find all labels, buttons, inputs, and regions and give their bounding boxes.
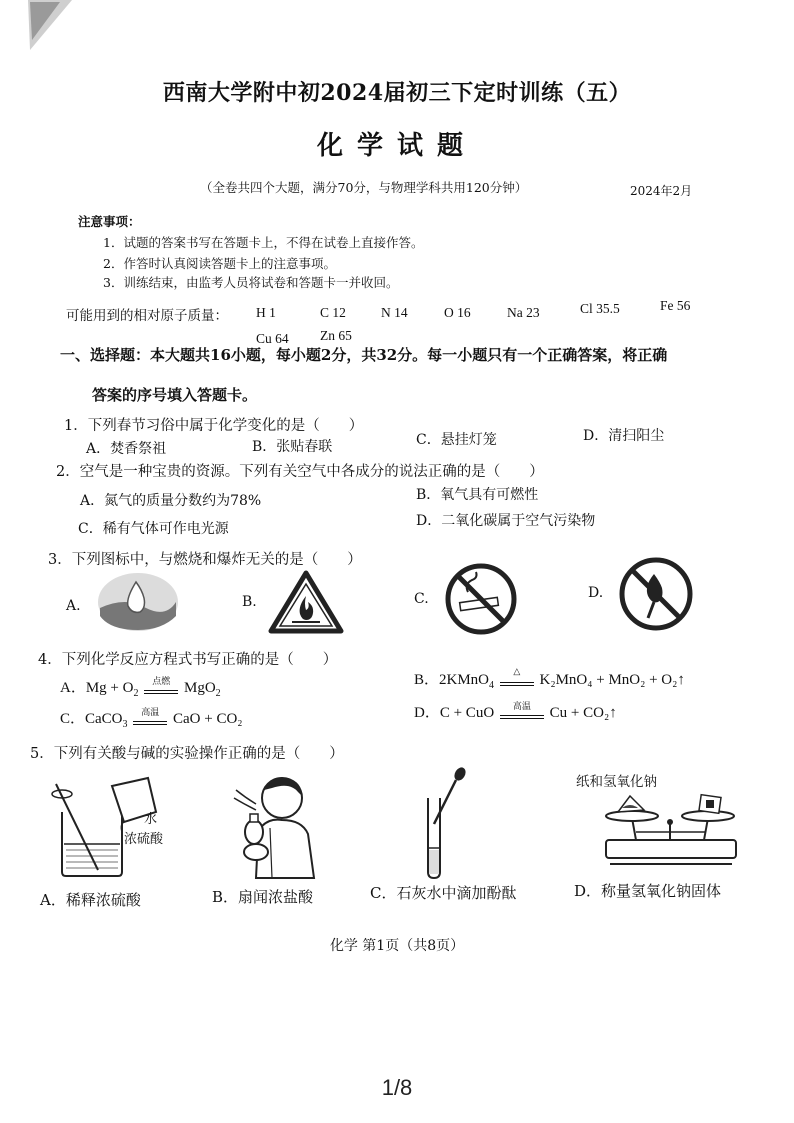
atomic-mass-item: Fe 56 [660,298,691,313]
equation-products: K₂MnO₄ + MnO₂ + O₂↑ [539,672,685,688]
no-smoking-icon [444,562,518,636]
question-1-option-d: D．清扫阳尘 [583,428,665,444]
question-5-option-a: A．稀释浓硫酸 [40,891,141,909]
question-5-option-b: B．扇闻浓盐酸 [212,888,314,906]
option-label: A． [60,680,86,696]
atomic-mass-item: Zn 65 [320,328,352,343]
option-label: C． [60,711,86,727]
question-3-option-a: A. [66,598,81,614]
question-2-stem: 2．空气是一种宝贵的资源。下列有关空气中各成分的说法正确的是（ ） [56,464,544,480]
atomic-mass-item: C 12 [320,305,346,320]
question-1-stem: 1．下列春节习俗中属于化学变化的是（ ） [64,418,364,434]
reaction-condition: 高温 [141,706,160,717]
water-drop-icon [96,572,180,632]
question-4-option-b: B．2KMnO$_4$ △ K₂MnO₄ + MnO₂ + O₂↑ [414,665,685,691]
exam-date: 2024年2月 [630,184,693,198]
reaction-condition: △ [513,665,521,676]
exam-title: 西南大学附中初2024届初三下定时训练（五） [162,80,632,106]
section-heading: 一、选择题：本大题共16小题，每小题2分，共32分。每一小题只有一个正确答案，将正确 [60,346,668,364]
page-indicator: 1/8 [381,1075,413,1100]
question-3-option-c: C. [414,591,429,607]
question-1-option-a: A．焚香祭祖 [86,441,167,457]
no-open-flame-icon [618,556,694,632]
label-paper-naoh: 纸和氢氧化钠 [576,774,657,790]
page-corner-mark [0,0,80,55]
equation-reactants: C + CuO [439,705,495,721]
reaction-arrow [133,706,167,727]
equation-reactants: CaCO [85,711,123,727]
question-2-option-c: C．稀有气体可作电光源 [78,521,229,537]
equation-products: CaO + CO₂ [173,711,243,727]
flammable-warning-icon [268,570,344,634]
exam-subject: 化学试题 [316,131,477,161]
equation-products: Cu + CO₂↑ [549,705,617,721]
dropper-test-tube-illustration [416,766,476,882]
option-label: D． [414,705,440,721]
reaction-arrow [500,665,534,688]
question-4-stem: 4．下列化学反应方程式书写正确的是（ ） [38,652,338,668]
notice-item: 3．训练结束，由监考人员将试卷和答题卡一并收回。 [103,275,399,290]
question-2-option-b: B．氧气具有可燃性 [416,487,539,503]
equation-reactants: 2KMnO [439,672,490,688]
question-1-option-b: B．张贴春联 [252,439,333,455]
student-smelling-illustration [222,768,332,880]
reaction-arrow [144,675,178,696]
reaction-condition: 高温 [512,700,531,711]
option-label: B． [414,672,440,688]
atomic-mass-item: H 1 [256,305,276,320]
balance-scale-illustration [596,784,746,874]
question-5-option-d: D．称量氢氧化钠固体 [574,882,722,900]
question-5-stem: 5．下列有关酸与碱的实验操作正确的是（ ） [30,746,344,762]
atomic-mass-item: N 14 [381,305,408,320]
question-4-option-c: C．CaCO$_3$ 高温 CaO + CO₂ [60,706,243,730]
question-4-option-d [414,701,617,722]
question-2-option-a: A．氮气的质量分数约为78% [80,493,262,509]
label-conc-acid: 浓硫酸 [124,832,164,847]
atomic-mass-label: 可能用到的相对原子质量： [66,308,228,324]
atomic-mass-item: Cu 64 [256,331,289,346]
question-1-option-c: C．悬挂灯笼 [416,432,497,448]
question-3-option-d: D. [588,585,604,601]
question-2-option-d: D．二氧化碳属于空气污染物 [416,513,596,529]
atomic-mass-item: Cl 35.5 [580,301,620,316]
page-footer: 化学 第1页（共8页） [329,938,465,954]
notice-heading: 注意事项： [78,214,141,229]
exam-meta: （全卷共四个大题，满分70分，与物理学科共用120分钟） [200,180,528,195]
atomic-mass-item: O 16 [444,305,471,320]
question-4-option-a: A．$Mg + O_2$ 点燃 MgO$_2$ [60,675,221,699]
section-heading-cont: 答案的序号填入答题卡。 [92,386,258,404]
question-3-stem: 3．下列图标中，与燃烧和爆炸无关的是（ ） [48,552,362,568]
atomic-mass-item: Na 23 [507,305,540,320]
notice-item: 2．作答时认真阅读答题卡上的注意事项。 [103,256,336,271]
question-5-option-c: C．石灰水中滴加酚酞 [370,884,517,902]
notice-item: 1．试题的答案书写在答题卡上，不得在试卷上直接作答。 [103,235,424,250]
equation-products: MgO [183,680,216,696]
question-3-option-b: B. [242,594,257,610]
label-water: 水 [144,812,158,827]
reaction-condition: 点燃 [152,675,171,686]
reaction-arrow [500,700,544,721]
equation-reactants: Mg + O [85,680,134,696]
